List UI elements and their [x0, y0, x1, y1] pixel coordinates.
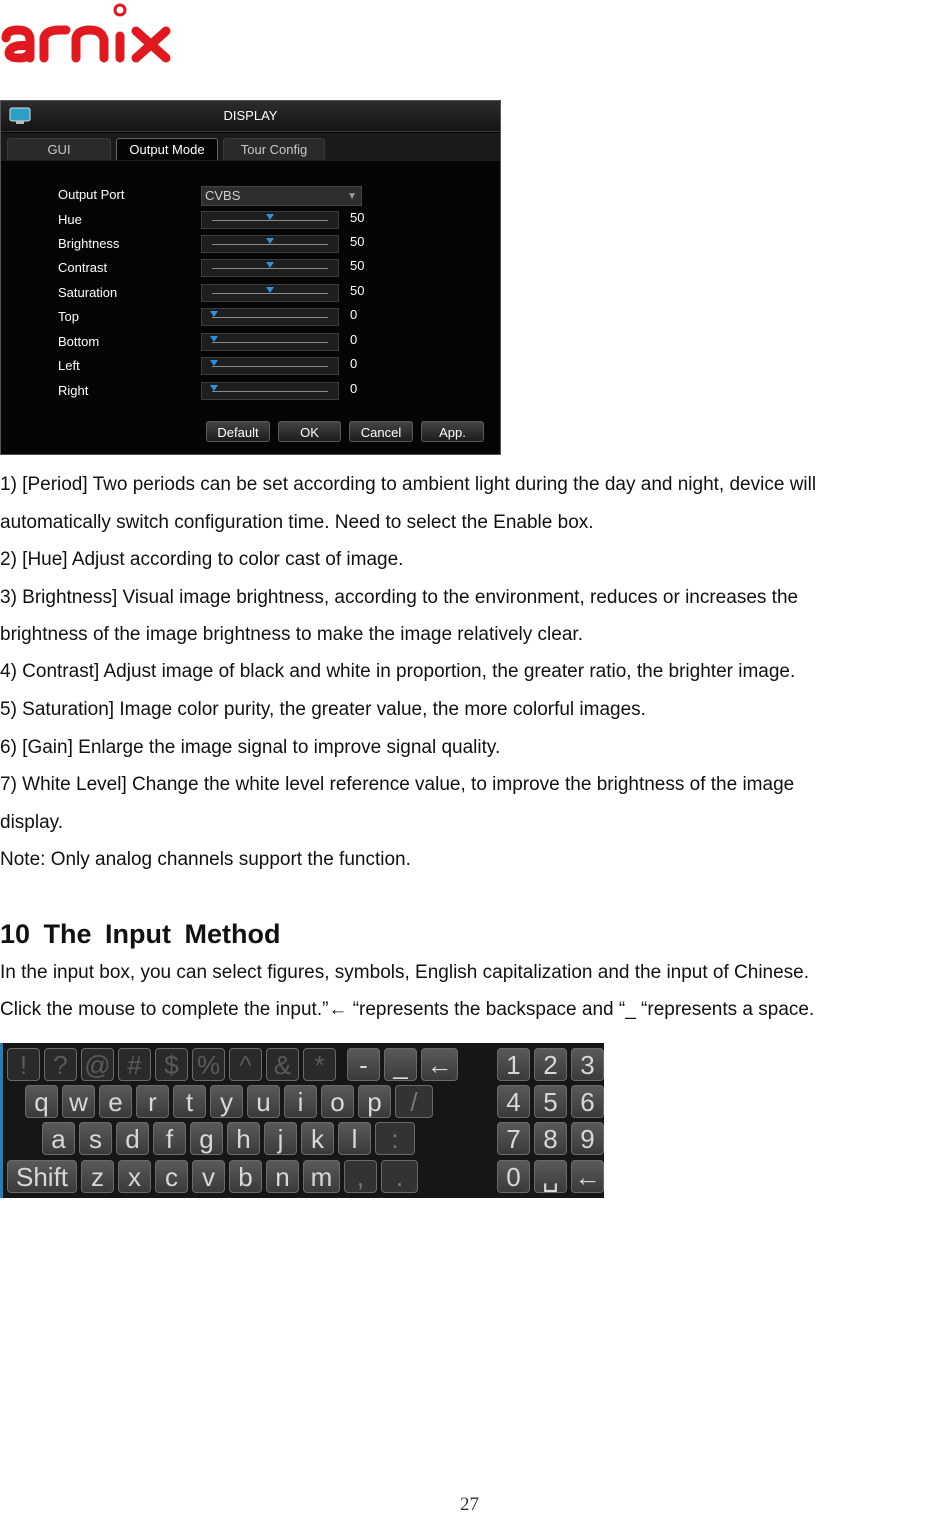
- contrast-slider[interactable]: [201, 259, 339, 277]
- right-value: 0: [350, 381, 358, 396]
- key-period[interactable]: .: [381, 1160, 418, 1193]
- key-l[interactable]: l: [338, 1122, 371, 1155]
- key-o[interactable]: o: [321, 1085, 354, 1118]
- slider-thumb[interactable]: [266, 262, 274, 268]
- slider-thumb[interactable]: [266, 214, 274, 220]
- key-caret[interactable]: ^: [229, 1048, 262, 1081]
- saturation-slider[interactable]: [201, 284, 339, 302]
- key-minus[interactable]: -: [347, 1048, 380, 1081]
- top-label: Top: [58, 309, 79, 324]
- saturation-value: 50: [350, 283, 365, 298]
- slider-thumb[interactable]: [266, 287, 274, 293]
- backspace-key-numpad[interactable]: ←: [571, 1160, 604, 1193]
- right-label: Right: [58, 383, 89, 398]
- key-9[interactable]: 9: [571, 1122, 604, 1155]
- text-line: 1) [Period] Two periods can be set according to ambient light during the day and night, device will: [0, 474, 817, 495]
- output-port-select[interactable]: [201, 186, 362, 206]
- key-w[interactable]: w: [62, 1085, 95, 1118]
- tab-gui[interactable]: GUI: [7, 138, 111, 160]
- hue-value: 50: [350, 210, 365, 225]
- key-e[interactable]: e: [99, 1085, 132, 1118]
- key-8[interactable]: 8: [534, 1122, 567, 1155]
- text-line: 5) Saturation] Image color purity, the greater value, the more colorful images.: [0, 699, 646, 720]
- bottom-value: 0: [350, 332, 358, 347]
- left-slider[interactable]: [201, 357, 339, 375]
- key-ampersand[interactable]: &: [266, 1048, 299, 1081]
- key-r[interactable]: r: [136, 1085, 169, 1118]
- right-slider[interactable]: [201, 382, 339, 400]
- slider-thumb[interactable]: [210, 385, 218, 391]
- left-value: 0: [350, 356, 358, 371]
- note-line: Note: Only analog channels support the function.: [0, 849, 411, 870]
- key-3[interactable]: 3: [571, 1048, 604, 1081]
- left-label: Left: [58, 358, 80, 373]
- key-question[interactable]: ?: [44, 1048, 77, 1081]
- chevron-down-icon: ▼: [347, 191, 357, 202]
- top-slider[interactable]: [201, 308, 339, 326]
- bottom-slider[interactable]: [201, 333, 339, 351]
- tab-bar: [1, 133, 500, 161]
- key-at[interactable]: @: [81, 1048, 114, 1081]
- space-key[interactable]: ␣: [534, 1160, 567, 1193]
- display-dialog: [0, 100, 501, 455]
- key-exclaim[interactable]: !: [7, 1048, 40, 1081]
- key-slash[interactable]: /: [395, 1085, 433, 1118]
- text-line: 6) [Gain] Enlarge the image signal to improve signal quality.: [0, 737, 501, 758]
- key-7[interactable]: 7: [497, 1122, 530, 1155]
- contrast-label: Contrast: [58, 260, 108, 275]
- arnix-logo: [0, 0, 175, 66]
- key-x[interactable]: x: [118, 1160, 151, 1193]
- key-k[interactable]: k: [301, 1122, 334, 1155]
- key-q[interactable]: q: [25, 1085, 58, 1118]
- key-p[interactable]: p: [358, 1085, 391, 1118]
- key-m[interactable]: m: [303, 1160, 340, 1193]
- default-button[interactable]: Default: [206, 421, 270, 442]
- key-dollar[interactable]: $: [155, 1048, 188, 1081]
- key-u[interactable]: u: [247, 1085, 280, 1118]
- key-d[interactable]: d: [116, 1122, 149, 1155]
- top-value: 0: [350, 307, 358, 322]
- key-0[interactable]: 0: [497, 1160, 530, 1193]
- shift-key[interactable]: Shift: [7, 1160, 77, 1193]
- key-colon[interactable]: :: [375, 1122, 415, 1155]
- page-number: 27: [460, 1494, 479, 1515]
- bottom-label: Bottom: [58, 334, 100, 349]
- section-heading: 10 The Input Method: [0, 919, 281, 949]
- key-a[interactable]: a: [42, 1122, 75, 1155]
- key-f[interactable]: f: [153, 1122, 186, 1155]
- key-4[interactable]: 4: [497, 1085, 530, 1118]
- key-5[interactable]: 5: [534, 1085, 567, 1118]
- slider-thumb[interactable]: [210, 336, 218, 342]
- text-line: 4) Contrast] Adjust image of black and white in proportion, the greater ratio, the brighter image.: [0, 661, 796, 682]
- dialog-title: DISPLAY: [223, 108, 278, 123]
- cancel-button[interactable]: Cancel: [349, 421, 413, 442]
- key-asterisk[interactable]: *: [303, 1048, 336, 1081]
- apply-button[interactable]: App.: [421, 421, 484, 442]
- key-1[interactable]: 1: [497, 1048, 530, 1081]
- text-line: In the input box, you can select figures, symbols, English capitalization and the input of Chinese.: [0, 962, 810, 983]
- tab-tour-config[interactable]: Tour Config: [223, 138, 325, 160]
- key-y[interactable]: y: [210, 1085, 243, 1118]
- key-percent[interactable]: %: [192, 1048, 225, 1081]
- key-z[interactable]: z: [81, 1160, 114, 1193]
- contrast-value: 50: [350, 258, 365, 273]
- text-line: display.: [0, 812, 64, 833]
- key-s[interactable]: s: [79, 1122, 112, 1155]
- key-j[interactable]: j: [264, 1122, 297, 1155]
- key-b[interactable]: b: [229, 1160, 262, 1193]
- text-line: Click the mouse to complete the input.”← “represents the backspace and “_ “represents a space.: [0, 999, 815, 1020]
- hue-label: Hue: [58, 212, 82, 227]
- hue-slider[interactable]: [201, 211, 339, 229]
- output-port-label: Output Port: [58, 187, 125, 202]
- text-line: 2) [Hue] Adjust according to color cast of image.: [0, 549, 404, 570]
- text-line: 3) Brightness] Visual image brightness, according to the environment, reduces or increases the: [0, 587, 799, 608]
- text-line: 7) White Level] Change the white level reference value, to improve the brightness of the image: [0, 774, 795, 795]
- key-underscore[interactable]: _: [384, 1048, 417, 1081]
- text-line: brightness of the image brightness to make the image relatively clear.: [0, 624, 583, 645]
- slider-thumb[interactable]: [210, 311, 218, 317]
- dialog-titlebar: [1, 101, 500, 132]
- slider-thumb[interactable]: [210, 360, 218, 366]
- backspace-key[interactable]: ←: [421, 1048, 458, 1081]
- key-g[interactable]: g: [190, 1122, 223, 1155]
- text-line: automatically switch configuration time. Need to select the Enable box.: [0, 512, 594, 533]
- saturation-label: Saturation: [58, 285, 118, 300]
- slider-thumb[interactable]: [266, 238, 274, 244]
- output-port-value: CVBS: [205, 188, 241, 203]
- brightness-slider[interactable]: [201, 235, 339, 253]
- key-h[interactable]: h: [227, 1122, 260, 1155]
- key-hash[interactable]: #: [118, 1048, 151, 1081]
- ok-button[interactable]: OK: [278, 421, 341, 442]
- brightness-value: 50: [350, 234, 365, 249]
- key-n[interactable]: n: [266, 1160, 299, 1193]
- key-c[interactable]: c: [155, 1160, 188, 1193]
- key-i[interactable]: i: [284, 1085, 317, 1118]
- key-comma[interactable]: ,: [344, 1160, 377, 1193]
- key-v[interactable]: v: [192, 1160, 225, 1193]
- on-screen-keyboard: [0, 1043, 604, 1198]
- tab-output-mode[interactable]: Output Mode: [116, 138, 218, 160]
- key-6[interactable]: 6: [571, 1085, 604, 1118]
- brightness-label: Brightness: [58, 236, 120, 251]
- key-t[interactable]: t: [173, 1085, 206, 1118]
- key-2[interactable]: 2: [534, 1048, 567, 1081]
